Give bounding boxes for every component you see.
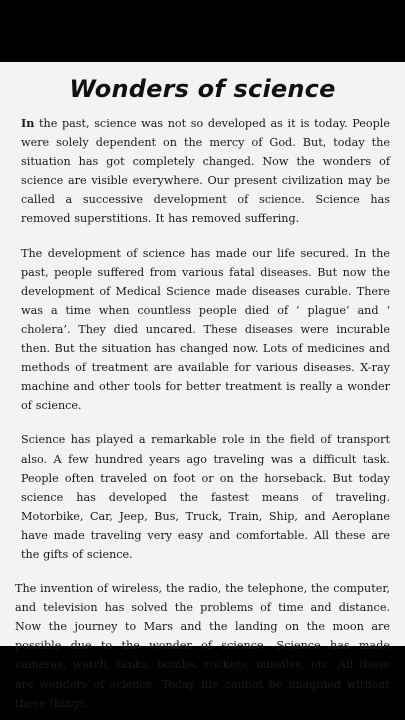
document-page — [0, 62, 405, 710]
document-title: Wonders of science — [69, 75, 336, 103]
paragraph-2: The development of science has made our life secured. In the past, people suffered from various fatal diseases. But now the development of Medical Science made diseases curable. There was a time when countless people died of ‘ plague’ and ‘ cholera’. They died uncared. These diseases were incurable then. But the situation has changed now. Lots of medicines and methods of treatment are available for various diseases. X-ray machine and other tools for better treatment is really a wonder of science. — [21, 246, 390, 413]
paragraph-1 — [15, 114, 390, 229]
paragraph-4: The invention of wireless, the radio, the telephone, the computer, and television has solved the problems of time and distance. Now the journey to Mars and the landing on the moon are possible due to the wonder of science. Science has made cameras, watch, tanks, bombs, rockets, missiles, etc. All these are wonders of science. Today life cannot be imagined without these things. — [15, 582, 390, 710]
paragraph-3: Science has played a remarkable role in the field of transport also. A few hundred years ago traveling was a difficult task. People often traveled on foot or on the horseback. But today science has developed the fastest means of traveling. Motorbike, Car, Jeep, Bus, Truck, Train, Ship, and Aeroplane have made traveling very easy and comfortable. All these are the gifts of science. — [21, 433, 390, 561]
paragraph-1-lead-word: In — [21, 116, 35, 130]
paragraph-1-text: the past, science was not so developed as it is today. People were solely dependent on the mercy of God. But, today the situation has got completely changed. Now the wonders of science are visible everywhere. Our present civilization may be called a successive development of science. Science has removed superstitions. It has removed suffering. — [21, 117, 390, 226]
